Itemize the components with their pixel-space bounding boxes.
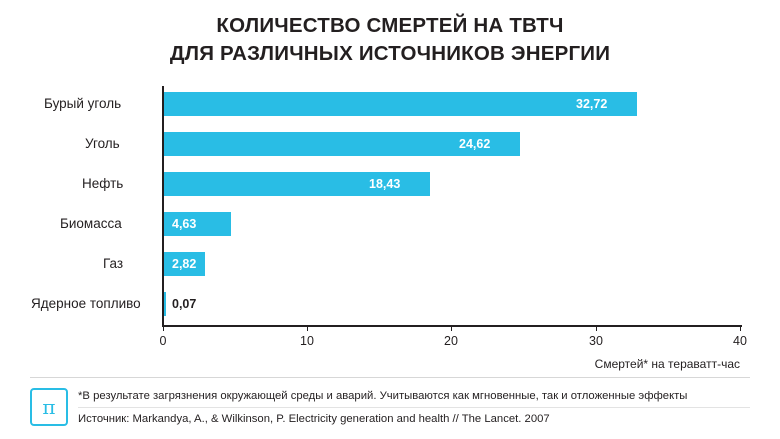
bar-nuclear[interactable] xyxy=(164,292,166,316)
bar-value-nuclear: 0,07 xyxy=(172,297,197,311)
bar-value-brown-coal: 32,72 xyxy=(576,97,608,111)
x-tick-10 xyxy=(307,325,308,331)
chart-title xyxy=(0,12,780,68)
footnote: *В результате загрязнения окружающей среды и аварий. Учитываются как мгновенные, так и отложенные эффекты xyxy=(78,390,688,402)
y-axis-line xyxy=(162,86,164,325)
footer-divider xyxy=(30,377,750,378)
chart-container: КОЛИЧЕСТВО СМЕРТЕЙ НА ТВТЧ ДЛЯ РАЗЛИЧНЫХ ИСТОЧНИКОВ ЭНЕРГИИ 0 10 20 30 40 Бурый уголь 32,72 Уголь 24,62 Нефть 18,43 Биомасса 4,63 Газ 2,82 Ядерное топливо 0,07 Смертей* на тераватт-час π *В результате загрязнения окружающей среды и аварий. Учитываются как мгновенные, так и отложенные эффекты Источник: Markandya, A., & Wilkinson, P. Electricity generation and health // The Lancet. 2007 xyxy=(0,0,780,439)
chart-title-line-2: ДЛЯ РАЗЛИЧНЫХ ИСТОЧНИКОВ ЭНЕРГИИ xyxy=(169,42,611,65)
x-tick-label-40: 40 xyxy=(733,334,747,348)
x-tick-40 xyxy=(740,325,741,331)
x-tick-label-10: 10 xyxy=(300,334,314,348)
bar-value-biomass: 4,63 xyxy=(172,217,197,231)
x-tick-label-20: 20 xyxy=(444,334,458,348)
x-tick-label-0: 0 xyxy=(159,334,167,348)
x-tick-30 xyxy=(596,325,597,331)
x-tick-20 xyxy=(451,325,452,331)
bar-brown-coal[interactable] xyxy=(164,92,637,116)
source-text: Источник: Markandya, A., & Wilkinson, P. Electricity generation and health // The Lancet. 2007 xyxy=(78,413,550,425)
x-axis-line xyxy=(162,325,742,327)
chart-title-line-1: КОЛИЧЕСТВО СМЕРТЕЙ НА ТВТЧ xyxy=(216,14,564,37)
footer xyxy=(0,377,780,439)
bar-value-oil: 18,43 xyxy=(369,177,401,191)
logo xyxy=(30,388,68,426)
x-tick-0 xyxy=(163,325,164,331)
x-tick-label-30: 30 xyxy=(589,334,603,348)
bar-value-coal: 24,62 xyxy=(459,137,491,151)
pi-icon: π xyxy=(42,395,56,419)
source-divider xyxy=(78,407,750,408)
x-axis-title: Смертей* на тераватт-час xyxy=(594,357,740,371)
bar-value-gas: 2,82 xyxy=(172,257,197,271)
